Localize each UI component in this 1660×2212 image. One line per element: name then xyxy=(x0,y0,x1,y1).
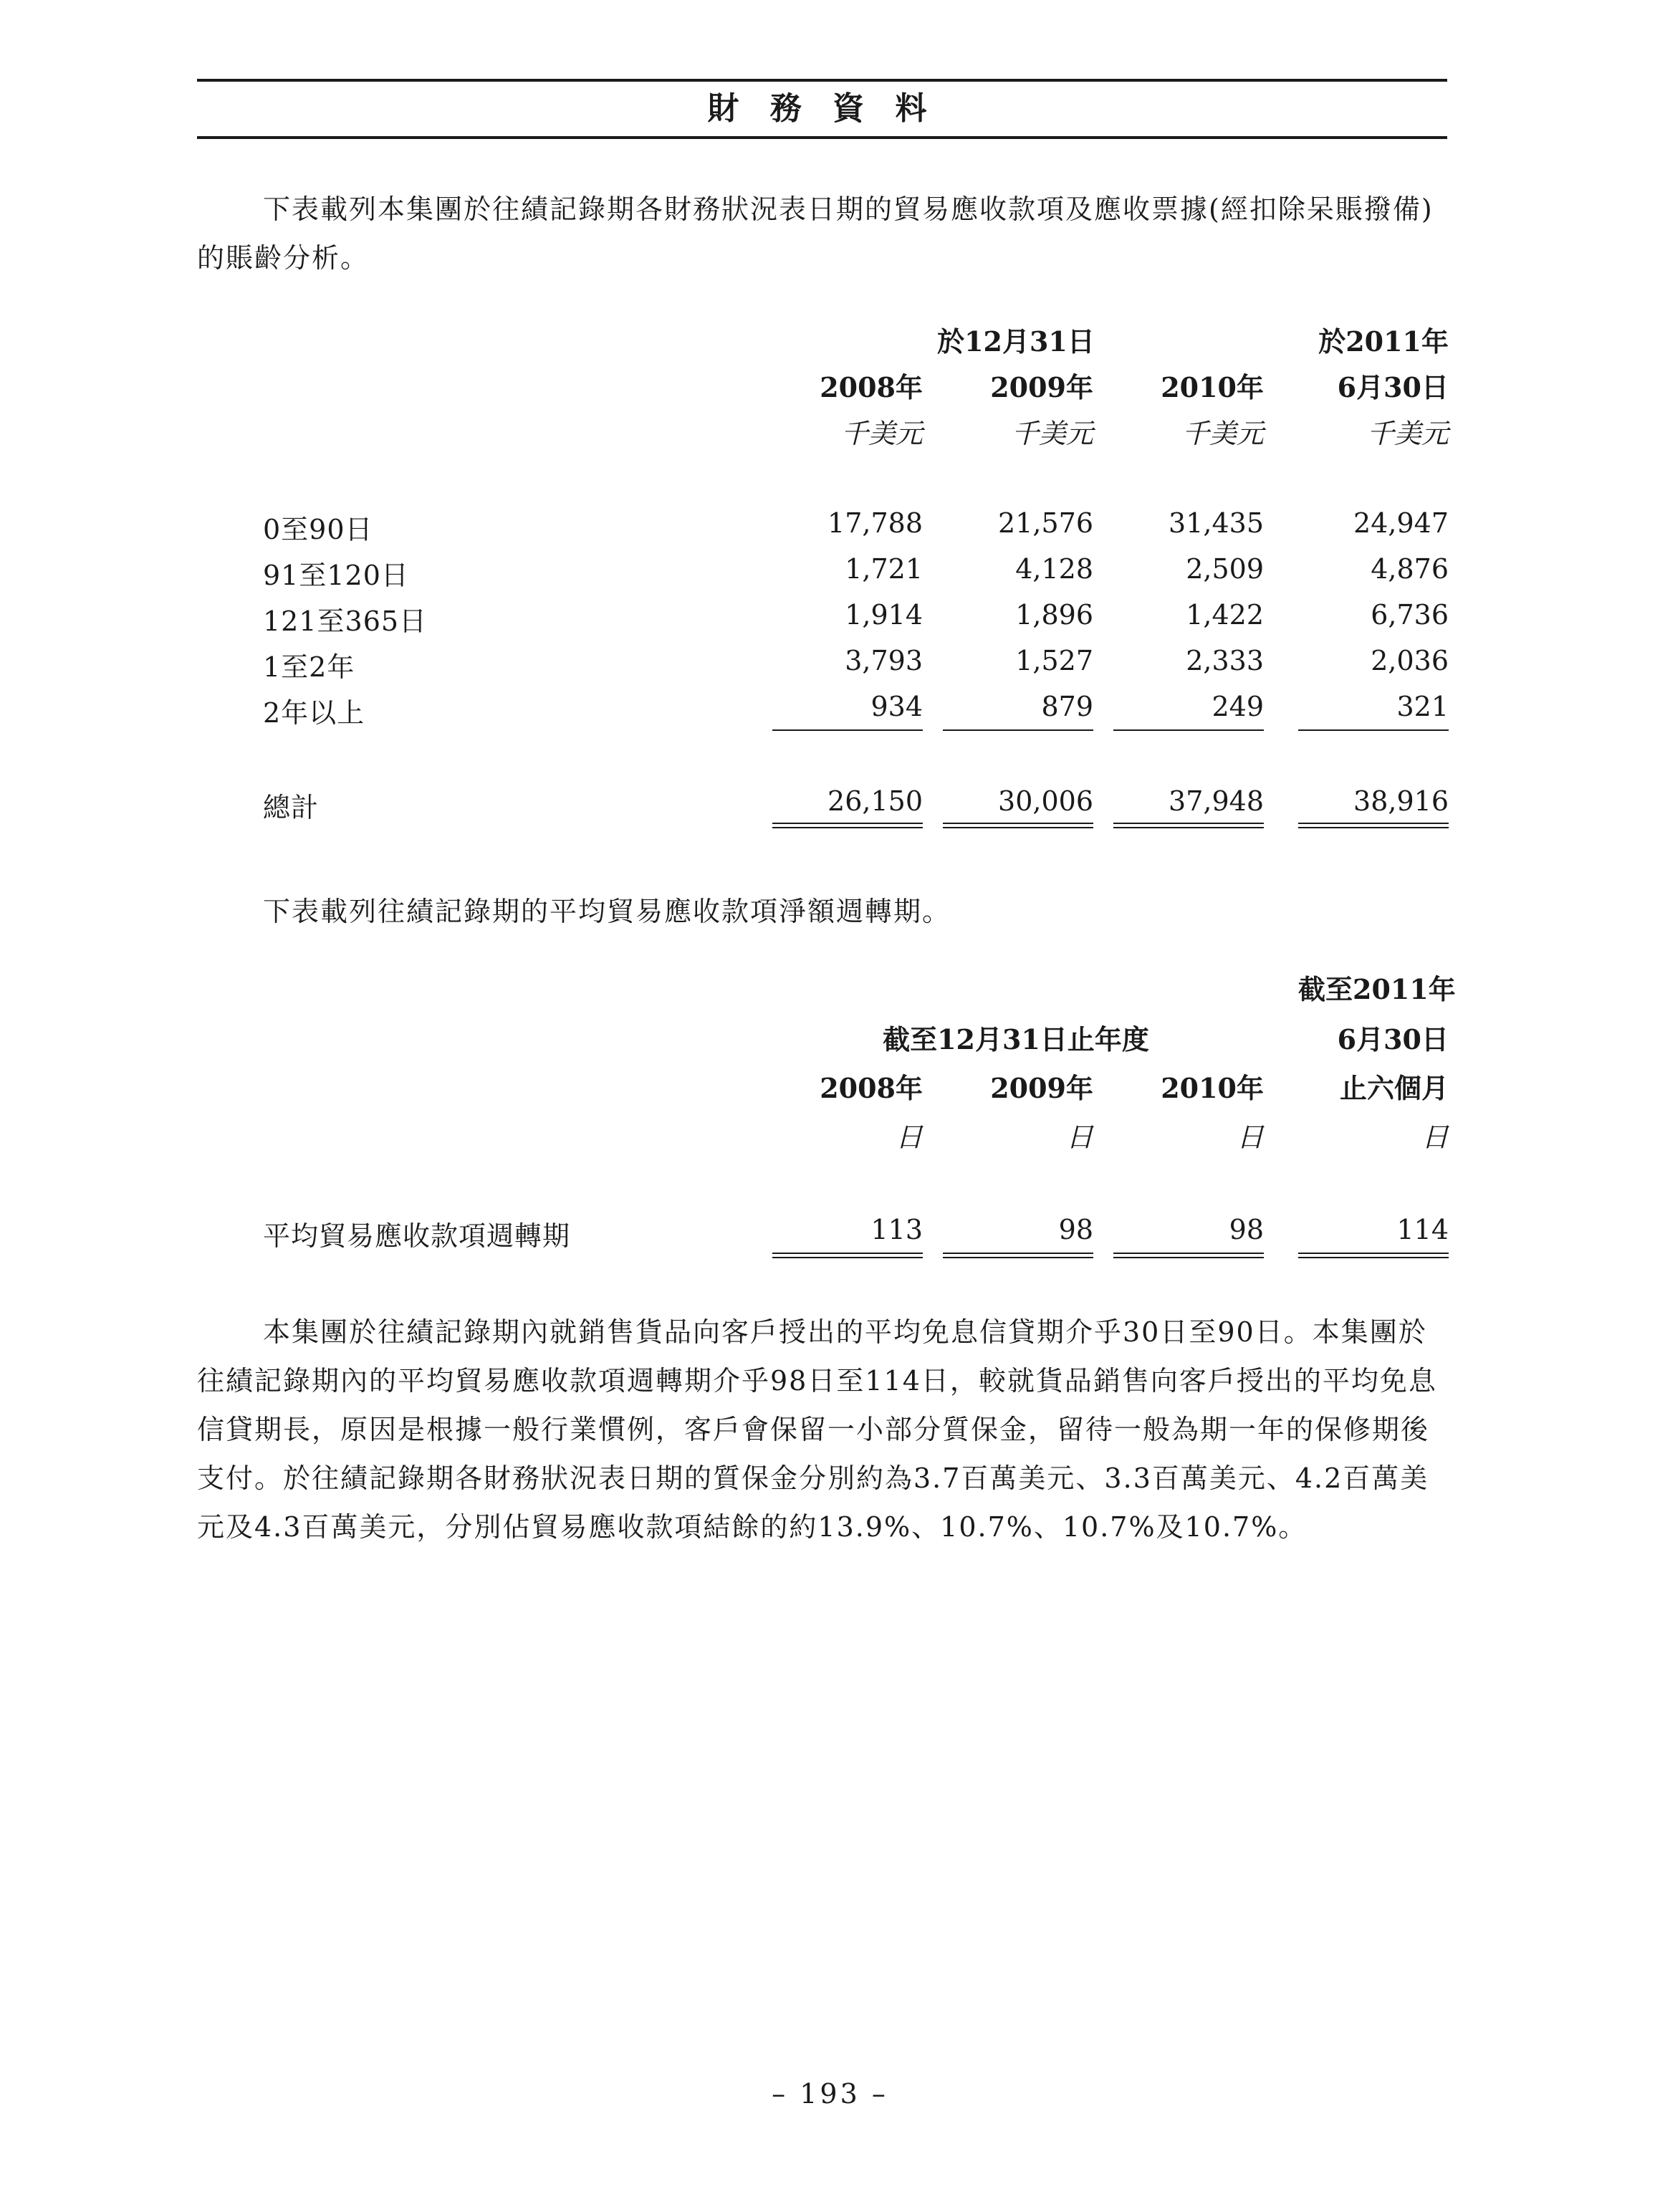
total-double-rule xyxy=(1298,823,1449,828)
cell-value: 21,576 xyxy=(998,507,1093,539)
cell-value: 6,736 xyxy=(1371,599,1449,631)
aging-col-header: 2010年 xyxy=(1161,371,1264,403)
subtotal-rule xyxy=(772,729,923,731)
turnover-col-unit: 日 xyxy=(1236,1121,1264,1153)
subtotal-rule xyxy=(1298,729,1449,731)
cell-value: 4,128 xyxy=(1015,553,1093,585)
row-label: 平均貿易應收款項週轉期 xyxy=(263,1220,571,1252)
cell-value: 114 xyxy=(1396,1214,1449,1245)
total-double-rule xyxy=(772,823,923,828)
cell-value: 1,896 xyxy=(1015,599,1093,631)
turnover-right-header-1: 截至2011年 xyxy=(1298,973,1456,1005)
cell-value: 113 xyxy=(870,1214,923,1245)
page-title: 財 務 資 料 xyxy=(707,90,937,127)
cell-value: 24,947 xyxy=(1353,507,1449,539)
cell-value: 1,914 xyxy=(845,599,923,631)
cell-value: 879 xyxy=(1041,691,1093,722)
aging-col-header: 2009年 xyxy=(990,371,1093,403)
cell-value: 17,788 xyxy=(827,507,923,539)
turnover-right-header-2: 6月30日 xyxy=(1337,1023,1449,1055)
aging-header-2011: 於2011年 xyxy=(1318,325,1449,358)
total-value: 37,948 xyxy=(1169,785,1264,817)
row-label: 121至365日 xyxy=(263,605,428,637)
cell-value: 934 xyxy=(870,691,923,722)
header-bottom-rule xyxy=(197,136,1447,139)
subtotal-rule xyxy=(943,729,1093,731)
closing-paragraph: 本集團於往績記錄期內就銷售貨品向客戶授出的平均免息信貸期介乎30日至90日。本集團於往績記錄期內的平均貿易應收款項週轉期介乎98日至114日，較就貨品銷售向客戶授出的平均免息信貸期長，原因是根據一般行業慣例，客戶會保留一小部分質保金，留待一般為期一年的保修期後支付。於往績記錄期各財務狀況表日期的質保金分別約為3.7百萬美元、3.3百萬美元、4.2百萬美元及4.3百萬美元，分別佔貿易應收款項結餘的約13.9%、10.7%、10.7%及10.7%。 xyxy=(197,1316,1437,1543)
cell-value: 249 xyxy=(1212,691,1264,722)
aging-col-header: 2008年 xyxy=(820,371,923,403)
total-value: 26,150 xyxy=(827,785,923,817)
aging-col-unit: 千美元 xyxy=(1366,418,1449,449)
row-label: 0至90日 xyxy=(263,514,373,545)
turnover-col-unit: 日 xyxy=(1065,1121,1093,1153)
total-double-rule xyxy=(1113,823,1264,828)
row-label: 2年以上 xyxy=(263,697,365,729)
aging-group-header: 於12月31日 xyxy=(937,325,1095,358)
aging-col-unit: 千美元 xyxy=(1181,418,1264,449)
turnover-col-header: 2009年 xyxy=(990,1072,1093,1104)
cell-value: 98 xyxy=(1229,1214,1264,1245)
cell-value: 2,036 xyxy=(1371,645,1449,676)
total-double-rule xyxy=(1298,1253,1449,1258)
total-value: 38,916 xyxy=(1353,785,1449,817)
cell-value: 1,527 xyxy=(1015,645,1093,676)
aging-col-unit: 千美元 xyxy=(1011,418,1093,449)
cell-value: 31,435 xyxy=(1169,507,1264,539)
total-value: 30,006 xyxy=(998,785,1093,817)
aging-col-header: 6月30日 xyxy=(1337,371,1449,403)
row-label: 1至2年 xyxy=(263,651,355,683)
aging-col-unit: 千美元 xyxy=(840,418,923,449)
cell-value: 1,422 xyxy=(1186,599,1264,631)
cell-value: 2,333 xyxy=(1186,645,1264,676)
header-top-rule xyxy=(197,79,1447,82)
total-double-rule xyxy=(1113,1253,1264,1258)
turnover-col-unit: 日 xyxy=(895,1121,923,1153)
intro-paragraph: 下表載列本集團於往績記錄期各財務狀況表日期的貿易應收款項及應收票據(經扣除呆賬撥備)的賬齡分析。 xyxy=(197,193,1434,274)
cell-value: 4,876 xyxy=(1371,553,1449,585)
turnover-col-header: 2010年 xyxy=(1161,1072,1264,1104)
cell-value: 321 xyxy=(1396,691,1449,722)
total-label: 總計 xyxy=(263,792,320,823)
turnover-intro: 下表載列往績記錄期的平均貿易應收款項淨額週轉期。 xyxy=(263,896,951,927)
turnover-right-header-3: 止六個月 xyxy=(1339,1072,1449,1104)
row-label: 91至120日 xyxy=(263,560,409,591)
cell-value: 98 xyxy=(1058,1214,1093,1245)
subtotal-rule xyxy=(1113,729,1264,731)
total-double-rule xyxy=(943,1253,1093,1258)
cell-value: 2,509 xyxy=(1186,553,1264,585)
page-number: – 193 – xyxy=(772,2078,888,2110)
total-double-rule xyxy=(943,823,1093,828)
cell-value: 1,721 xyxy=(845,553,923,585)
cell-value: 3,793 xyxy=(845,645,923,676)
total-double-rule xyxy=(772,1253,923,1258)
turnover-col-header: 2008年 xyxy=(820,1072,923,1104)
turnover-group-header: 截至12月31日止年度 xyxy=(883,1023,1149,1055)
turnover-col-unit: 日 xyxy=(1421,1121,1449,1153)
